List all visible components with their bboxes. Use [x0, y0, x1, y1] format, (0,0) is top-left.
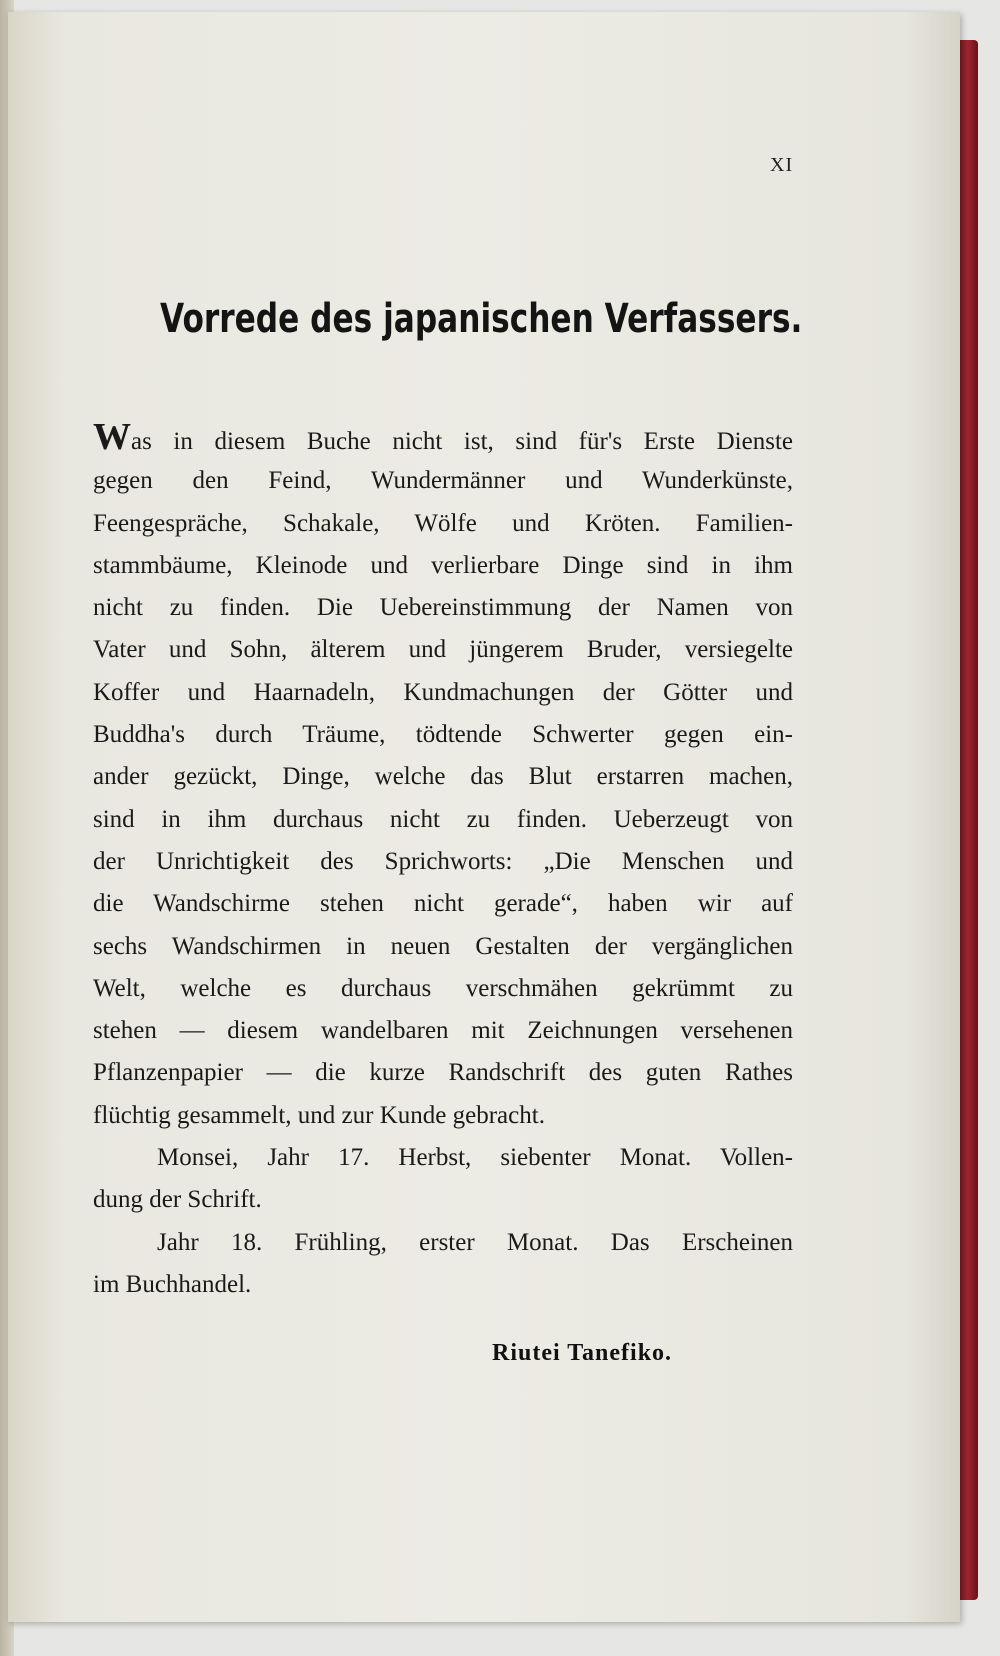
- text-line: Monsei, Jahr 17. Herbst, siebenter Monat. Vollen-: [157, 1144, 793, 1172]
- body-text: [93, 418, 793, 1306]
- text-line: im Buchhandel.: [93, 1270, 252, 1298]
- text-line: nicht zu finden. Die Uebereinstimmung der Namen von: [93, 594, 793, 622]
- text-line: dung der Schrift.: [93, 1186, 262, 1214]
- text-line: gegen den Feind, Wundermänner und Wunderkünste,: [93, 467, 793, 495]
- text-line: Vater und Sohn, älterem und jüngerem Bruder, versiegelte: [93, 636, 793, 664]
- text-line: Buddha's durch Träume, tödtende Schwerter gegen ein-: [93, 721, 793, 749]
- text-line: die Wandschirme stehen nicht gerade“, haben wir auf: [93, 890, 793, 918]
- text-line: sechs Wandschirmen in neuen Gestalten der vergänglichen: [93, 932, 793, 960]
- text-line: Koffer und Haarnadeln, Kundmachungen der Götter und: [93, 678, 793, 706]
- text-line: Pflanzenpapier — die kurze Randschrift des guten Rathes: [93, 1059, 793, 1087]
- text-line: flüchtig gesammelt, und zur Kunde gebracht.: [93, 1101, 545, 1129]
- page-number: XI: [770, 154, 794, 176]
- text-line: der Unrichtigkeit des Sprichworts: „Die Menschen und: [93, 847, 793, 875]
- text-line: Jahr 18. Frühling, erster Monat. Das Erscheinen: [157, 1228, 793, 1256]
- page-title: Vorrede des japanischen Verfassers.: [160, 296, 803, 342]
- text-line: stammbäume, Kleinode und verlierbare Dinge sind in ihm: [93, 551, 793, 579]
- text-line: Feengespräche, Schakale, Wölfe und Kröten. Familien-: [93, 509, 793, 537]
- drop-cap: W: [93, 416, 131, 458]
- text-line: stehen — diesem wandelbaren mit Zeichnungen versehenen: [93, 1017, 793, 1045]
- text-line: sind in ihm durchaus nicht zu finden. Ueberzeugt von: [93, 805, 793, 833]
- text-line: ander gezückt, Dinge, welche das Blut erstarren machen,: [93, 763, 793, 791]
- text-line: Welt, welche es durchaus verschmähen gekrümmt zu: [93, 974, 793, 1002]
- text-line: Was in diesem Buche nicht ist, sind für's Erste Dienste: [93, 416, 793, 458]
- author-signature: Riutei Tanefiko.: [492, 1340, 673, 1366]
